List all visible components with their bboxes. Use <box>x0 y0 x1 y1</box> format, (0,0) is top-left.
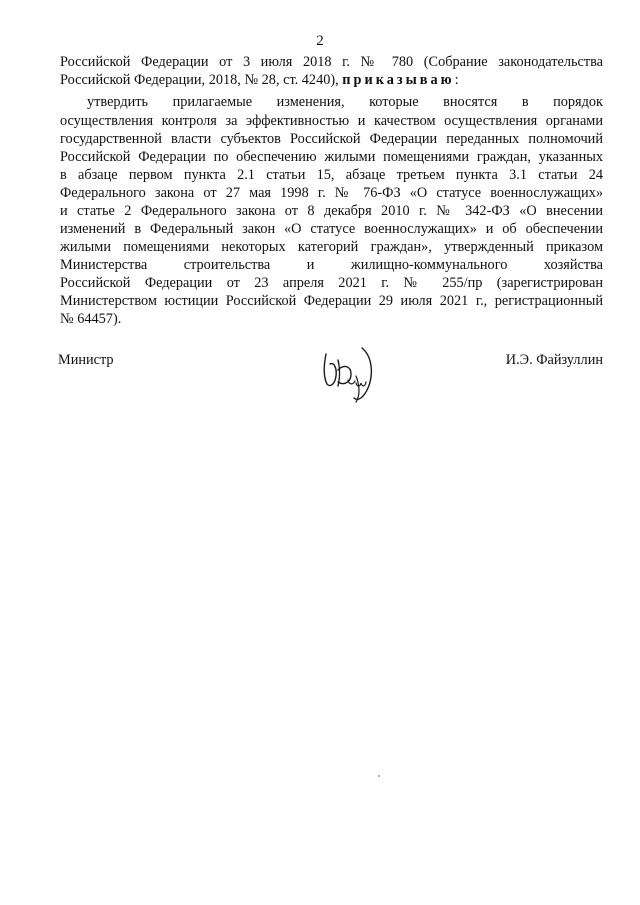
text-line-7: в абзаце первом пункта 2.1 статьи 15, абзаце третьем пункта 3.1 статьи 24 <box>60 167 603 183</box>
scan-speck <box>378 775 380 777</box>
text-line-3: утвердить прилагаемые изменения, которые вносятся в порядок <box>87 94 603 110</box>
signatory-name: И.Э. Файзуллин <box>505 352 603 368</box>
text-line-4: осуществления контроля за эффективностью и качеством осуществления органами <box>60 113 603 129</box>
order-keyword: приказываю <box>342 72 455 88</box>
text-line-14: Министерством юстиции Российской Федерации 29 июля 2021 г., регистрационный <box>60 293 603 309</box>
handwritten-signature <box>318 340 380 408</box>
text-line-1: Российской Федерации от 3 июля 2018 г. № 780 (Собрание законодательства <box>60 54 603 70</box>
text-line-6: Российской Федерации по обеспечению жилыми помещениями граждан, указанных <box>60 149 603 165</box>
text-line-2-suffix: : <box>454 72 459 88</box>
text-line-2-prefix: Российской Федерации, 2018, № 28, ст. 4240), <box>60 72 343 88</box>
text-line-11: жилыми помещениями некоторых категорий граждан», утвержденный приказом <box>60 239 603 255</box>
text-line-13: Российской Федерации от 23 апреля 2021 г. № 255/пр (зарегистрирован <box>60 275 603 291</box>
text-line-15: № 64457). <box>60 311 122 327</box>
text-line-8: Федерального закона от 27 мая 1998 г. № 76-ФЗ «О статусе военнослужащих» <box>60 185 603 201</box>
text-line-9: и статье 2 Федерального закона от 8 декабря 2010 г. № 342-ФЗ «О внесении <box>60 203 603 219</box>
text-line-5: государственной власти субъектов Российской Федерации переданных полномочий <box>60 131 603 147</box>
signatory-title: Министр <box>58 352 114 368</box>
text-line-10: изменений в Федеральный закон «О статусе военнослужащих» и об обеспечении <box>60 221 603 237</box>
text-line-12: Министерства строительства и жилищно-коммунального хозяйства <box>60 257 603 273</box>
page-number: 2 <box>316 33 324 49</box>
text-line-2 <box>60 71 603 89</box>
